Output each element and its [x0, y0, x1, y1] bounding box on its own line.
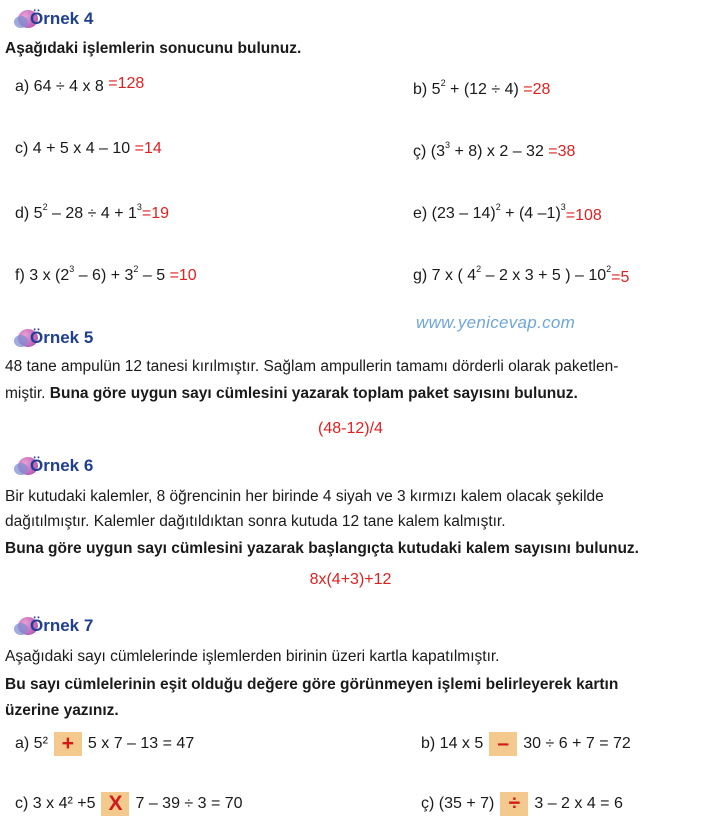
ornek4-item-g: g) 7 x ( $4^2 - 2$ x 3 + 5 ) – $10^2=5$: [413, 264, 630, 286]
ornek4-item-d: d) $5^2 - 28 \div 4 + 1^3=19$: [15, 202, 170, 222]
answer-b: =28: [523, 81, 551, 98]
ornek4-instruction: Aşağıdaki işlemlerin sonucunu bulunuz.: [5, 40, 302, 57]
ornek4-item-a: a) 64 ÷ 4 x 8 =128: [15, 75, 145, 95]
ornek7-line2: Bu sayı cümlelerinin eşit olduğu değere göre görünmeyen işlemi belirleyerek kartın: [5, 676, 619, 693]
answer-g: =5: [611, 269, 630, 286]
answer-e: =108: [565, 207, 602, 224]
operation-card-divide: ÷: [500, 792, 528, 816]
operation-card-times: X: [101, 792, 129, 816]
ornek5-heading: Örnek 5: [30, 328, 94, 347]
answer-d: =19: [141, 205, 170, 222]
ornek6-line3: Buna göre uygun sayı cümlesini yazarak başlangıçta kutudaki kalem sayısını bulunuz.: [5, 540, 639, 557]
heading-blob-shadow-icon: [14, 16, 28, 28]
ornek4-heading: Örnek 4: [30, 9, 94, 28]
ornek4-item-e: e) (23 – 14)$^2$ + (4 –1)$^3$=108: [413, 202, 602, 224]
heading-blob-shadow-icon: [14, 463, 28, 475]
ornek7-item-c: c) 3 x 4² +5 X 7 – 39 ÷ 3 = 70: [15, 792, 243, 815]
answer-f: =10: [169, 267, 197, 284]
ornek7-item-cc: ç) (35 + 7) ÷ 3 – 2 x 4 = 6: [421, 792, 623, 815]
ornek4-item-cc: ç) $(3^3 + 8)$ x 2 – 32 =38: [413, 140, 576, 160]
ornek7-line1: Aşağıdaki sayı cümlelerinde işlemlerden birinin üzeri kartla kapatılmıştır.: [5, 648, 500, 665]
ornek5-line1: 48 tane ampulün 12 tanesi kırılmıştır. Sağlam ampullerin tamamı dörderli olarak paketlen-: [5, 358, 619, 375]
heading-blob-shadow-icon: [14, 335, 28, 347]
ornek5-answer: (48-12)/4: [318, 420, 383, 437]
ornek6-heading: Örnek 6: [30, 456, 94, 475]
ornek7-item-a: a) 5² + 5 x 7 – 13 = 47: [15, 732, 195, 755]
ornek7-heading: Örnek 7: [30, 616, 94, 635]
operation-card-minus: –: [489, 732, 517, 756]
operation-card-plus: +: [54, 732, 82, 756]
ornek4-item-c: c) 4 + 5 x 4 – 10 =14: [15, 140, 162, 157]
ornek4-item-b: b) $5^2 + (12 \div 4) =28$: [413, 78, 551, 98]
ornek6-line1: Bir kutudaki kalemler, 8 öğrencinin her birinde 4 siyah ve 3 kırmızı kalem olacak şekilde: [5, 488, 604, 505]
ornek6-answer: 8x(4+3)+12: [309, 571, 392, 588]
ornek7-line3: üzerine yazınız.: [5, 702, 119, 719]
answer-c: =14: [134, 140, 162, 157]
ornek6-line2: dağıtılmıştır. Kalemler dağıtıldıktan sonra kutuda 12 tane kalem kalmıştır.: [5, 513, 506, 530]
ornek4-item-f: f) 3 x $(2^3 - 6) + 3^2 - 5 =10$: [15, 264, 197, 284]
answer-a: =128: [108, 75, 145, 92]
heading-blob-shadow-icon: [14, 623, 28, 635]
watermark: www.yenicevap.com: [416, 313, 576, 332]
ornek5-line2: miştir. Buna göre uygun sayı cümlesini yazarak toplam paket sayısını bulunuz.: [5, 385, 578, 402]
answer-cc: =38: [548, 143, 576, 160]
ornek7-item-b: b) 14 x 5 – 30 ÷ 6 + 7 = 72: [421, 732, 631, 755]
